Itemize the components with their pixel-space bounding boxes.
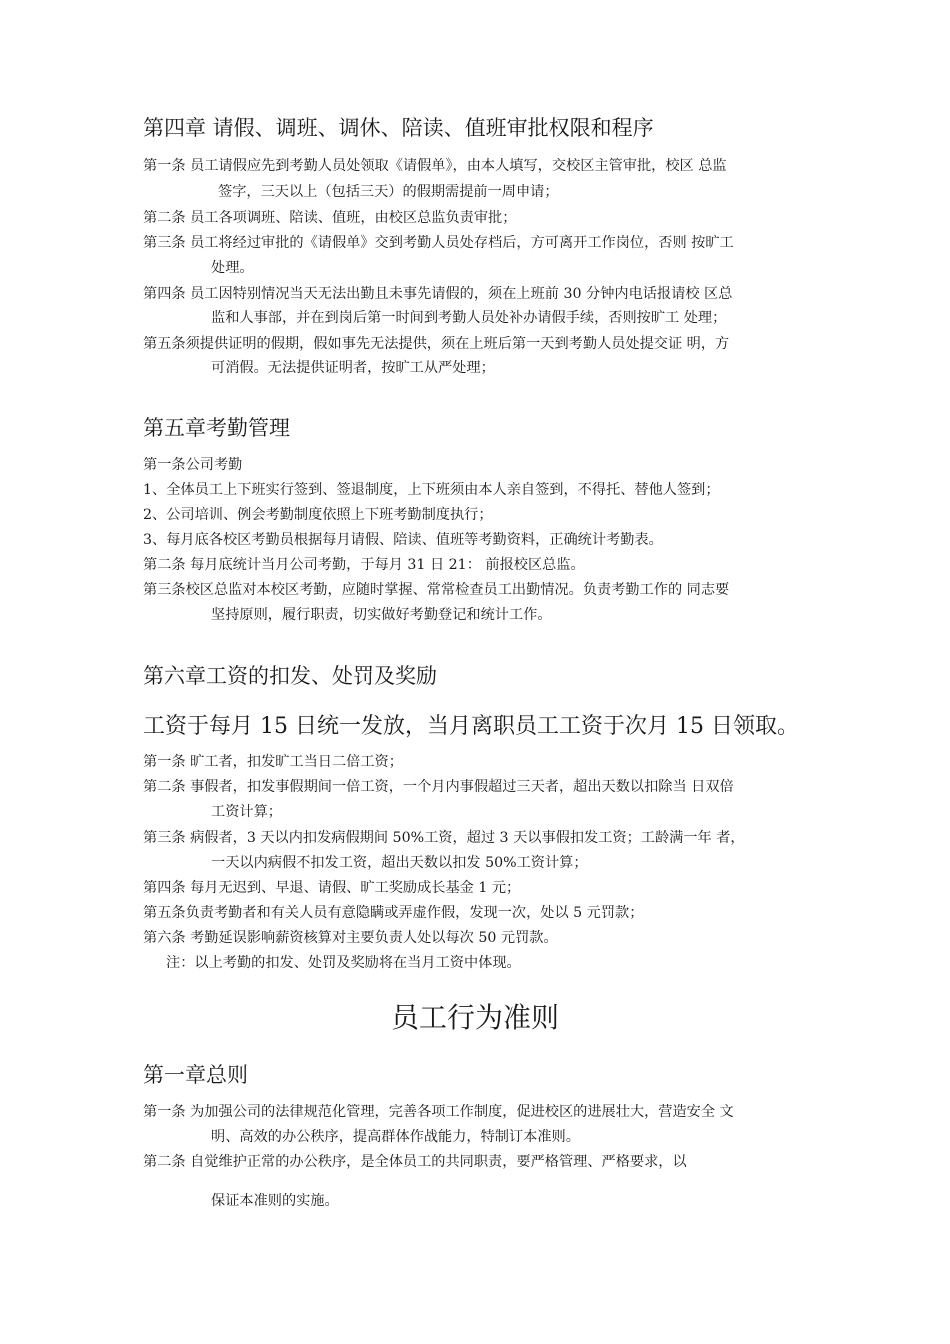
ch6-line-4: 第三条 病假者，3 天以内扣发病假期间 50%工资，超过 3 天以事假扣发工资；工龄满一年 者， xyxy=(143,830,745,846)
ch5-line-2: 1、全体员工上下班实行签到、签退制度，上下班须由本人亲自签到，不得托、替他人签到； xyxy=(143,482,720,498)
ch6-line-7: 第五条负责考勤者和有关人员有意隐瞒或弄虚作假，发现一次，处以 5 元罚款； xyxy=(143,905,644,921)
ch4-line-2: 签字，三天以上（包括三天）的假期需提前一周申请； xyxy=(218,184,559,200)
conduct-line-2: 明、高效的办公秩序，提高群体作战能力，特制订本准则。 xyxy=(211,1129,580,1145)
ch5-line-5: 第二条 每月底统计当月公司考勤，于每月 31 日 21： 前报校区总监。 xyxy=(143,557,585,573)
salary-notice: 工资于每月 15 日统一发放，当月离职员工工资于次月 15 日领取。 xyxy=(143,714,799,739)
conduct-line-4: 保证本准则的实施。 xyxy=(211,1193,339,1209)
ch6-line-5: 一天以内病假不扣发工资，超出天数以扣发 50%工资计算； xyxy=(211,855,588,871)
ch5-line-7: 坚持原则，履行职责，切实做好考勤登记和统计工作。 xyxy=(211,607,552,623)
ch6-line-1: 第一条 旷工者，扣发旷工当日二倍工资； xyxy=(143,754,403,770)
ch5-line-4: 3、每月底各校区考勤员根据每月请假、陪读、值班等考勤资料，正确统计考勤表。 xyxy=(143,532,663,548)
ch4-line-7: 监和人事部，并在到岗后第一时间到考勤人员处补办请假手续，否则按旷工 处理； xyxy=(211,310,727,326)
conduct-line-3: 第二条 自觉维护正常的办公秩序，是全体员工的共同职责，要严格管理、严格要求，以 xyxy=(143,1154,687,1170)
conduct-line-1: 第一条 为加强公司的法律规范化管理，完善各项工作制度，促进校区的进展壮大，营造安全 文 xyxy=(143,1104,734,1120)
ch5-line-3: 2、公司培训、例会考勤制度依照上下班考勤制度执行； xyxy=(143,507,493,523)
ch6-line-3: 工资计算； xyxy=(211,804,282,820)
chapter-5-heading: 第五章考勤管理 xyxy=(143,416,290,440)
ch6-note: 注：以上考勤的扣发、处罚及奖励将在当月工资中体现。 xyxy=(166,955,521,971)
ch6-line-8: 第六条 考勤延误影响薪资核算对主要负责人处以每次 50 元罚款。 xyxy=(143,930,558,946)
ch4-line-1: 第一条 员工请假应先到考勤人员处领取《请假单》，由本人填写，交校区主管审批，校区 总监 xyxy=(143,158,727,174)
chapter-6-heading: 第六章工资的扣发、处罚及奖励 xyxy=(143,664,437,688)
ch4-line-3: 第二条 员工各项调班、陪读、值班，由校区总监负责审批； xyxy=(143,210,517,226)
ch4-line-4: 第三条 员工将经过审批的《请假单》交到考勤人员处存档后，方可离开工作岗位，否则 按旷工 xyxy=(143,235,734,251)
ch4-line-6: 第四条 员工因特别情况当天无法出勤且未事先请假的，须在上班前 30 分钟内电话报请校 区总 xyxy=(143,286,733,302)
ch6-line-6: 第四条 每月无迟到、早退、请假、旷工奖励成长基金 1 元； xyxy=(143,880,521,896)
ch4-line-8: 第五条须提供证明的假期，假如事先无法提供，须在上班后第一天到考勤人员处提交证 明，方 xyxy=(143,336,730,352)
ch5-line-6: 第三条校区总监对本校区考勤，应随时掌握、常常检查员工出勤情况。负责考勤工作的 同志要 xyxy=(143,582,730,598)
ch4-line-5: 处理。 xyxy=(211,260,254,276)
ch6-line-2: 第二条 事假者，扣发事假期间一倍工资，一个月内事假超过三天者，超出天数以扣除当 日双倍 xyxy=(143,779,734,795)
chapter-4-heading: 第四章 请假、调班、调休、陪读、值班审批权限和程序 xyxy=(143,116,654,140)
document-title: 员工行为准则 xyxy=(390,1001,559,1034)
conduct-chapter-1-heading: 第一章总则 xyxy=(143,1063,248,1087)
ch4-line-9: 可消假。无法提供证明者，按旷工从严处理； xyxy=(211,360,495,376)
ch5-line-1: 第一条公司考勤 xyxy=(143,457,243,473)
